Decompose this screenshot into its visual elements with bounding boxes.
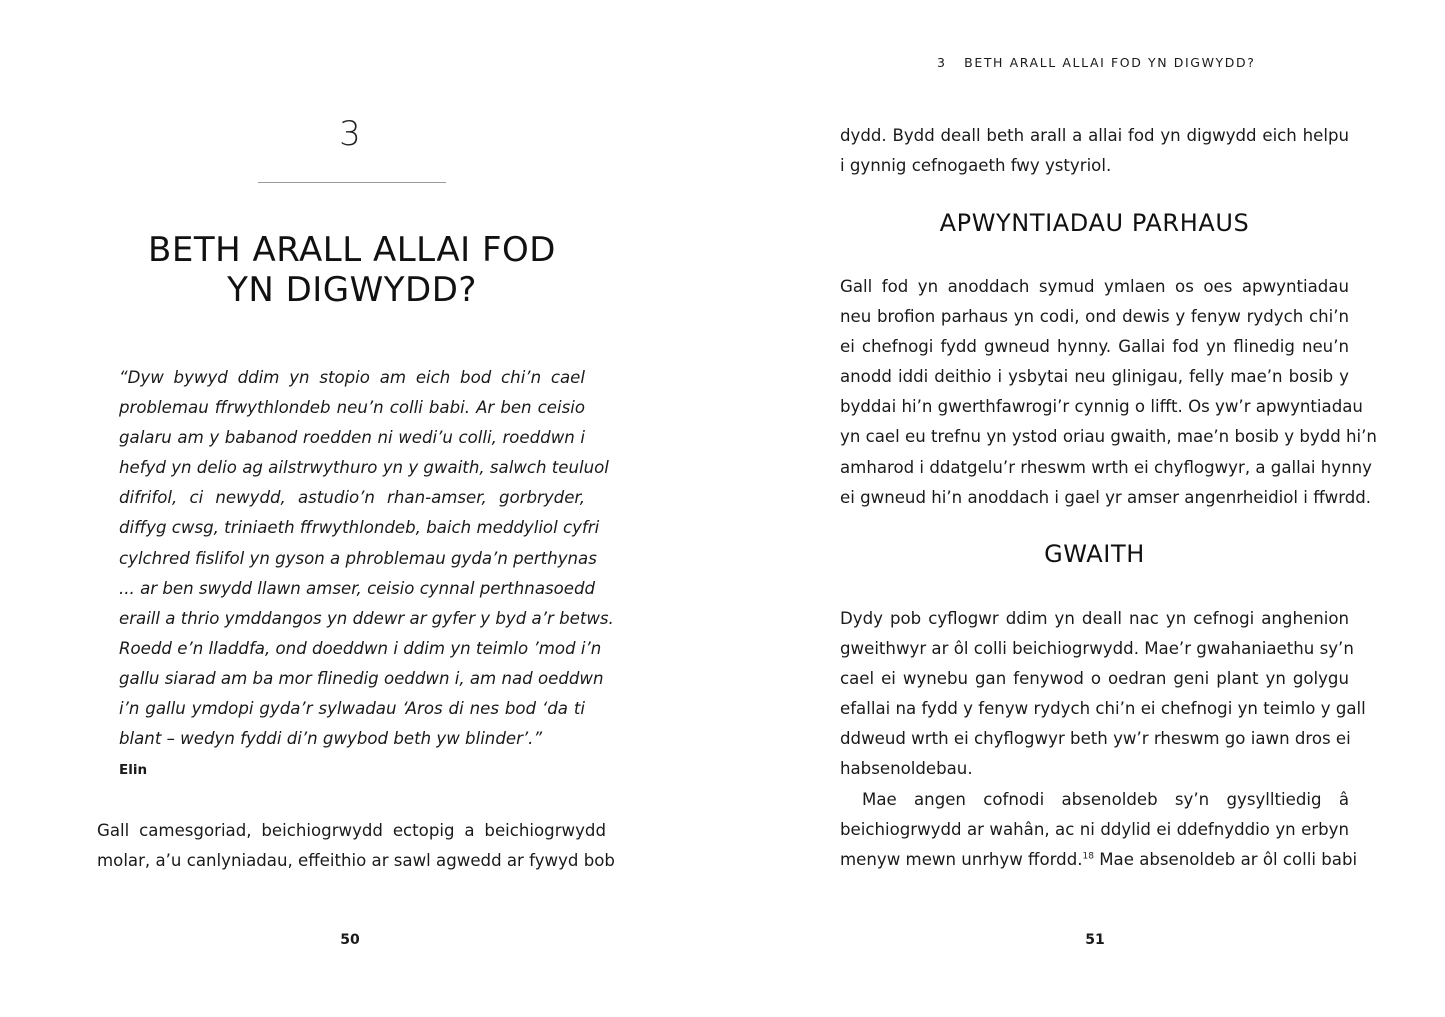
section-heading: GWAITH: [1044, 540, 1145, 568]
quote-line: difrifol, ci newydd, astudio’n rhan-amser, gorbryder,: [119, 488, 585, 508]
quote-line: problemau ffrwythlondeb neu’n colli babi. Ar ben ceisio: [119, 398, 585, 418]
quote-line: Roedd e’n lladdfa, ond doeddwn i ddim yn teimlo ’mod i’n: [119, 638, 602, 658]
body-line: cael ei wynebu gan fenywod o oedran geni plant yn golygu: [840, 669, 1349, 689]
quote-line: gallu siarad am ba mor flinedig oeddwn i, am nad oeddwn: [119, 668, 604, 688]
chapter-title: [0, 230, 704, 310]
chapter-number: 3: [339, 114, 361, 154]
quote-line: hefyd yn delio ag ailstrwythuro yn y gwaith, salwch teuluol: [119, 458, 609, 478]
body-line: Gall fod yn anoddach symud ymlaen os oes apwyntiadau: [840, 277, 1349, 296]
body-line: Gall camesgoriad, beichiogrwydd ectopig a beichiogrwydd: [97, 821, 606, 840]
body-line: beichiogrwydd ar wahân, ac ni ddylid ei ddefnyddio yn erbyn: [840, 819, 1349, 839]
quote-attribution: Elin: [119, 762, 148, 778]
running-head: [937, 55, 1255, 70]
page-number: 50: [340, 932, 360, 948]
quote-line: ... ar ben swydd llawn amser, ceisio cynnal perthnasoedd: [119, 578, 596, 598]
epigraph-quote: [119, 363, 614, 754]
quote-line: diffyg cwsg, triniaeth ffrwythlondeb, baich meddyliol cyfri: [119, 518, 600, 538]
quote-line: i’n gallu ymdopi gyda’r sylwadau ‘Aros di nes bod ‘da ti: [119, 699, 585, 719]
body-line: ei chefnogi fydd gwneud hynny. Gallai fod yn flinedig neu’n: [840, 337, 1349, 357]
body-line: yn cael eu trefnu yn ystod oriau gwaith, mae’n bosib y bydd hi’n: [840, 427, 1377, 447]
body-line: amharod i ddatgelu’r rheswm wrth ei chyflogwyr, a gallai hynny: [840, 457, 1372, 477]
body-line: byddai hi’n gwerthfawrogi’r cynnig o lifft. Os yw’r apwyntiadau: [840, 397, 1363, 417]
running-head-title: BETH ARALL ALLAI FOD YN DIGWYDD?: [964, 55, 1256, 70]
footnote-reference[interactable]: 18: [1082, 851, 1094, 862]
body-text: [97, 816, 615, 876]
quote-line: eraill a thrio ymddangos yn ddewr ar gyfer y byd a’r betws.: [119, 608, 614, 628]
quote-line: “Dyw bywyd ddim yn stopio am eich bod chi’n cael: [119, 368, 585, 387]
chapter-title-line: BETH ARALL ALLAI FOD: [148, 230, 556, 270]
quote-line: cylchred fislifol yn gyson a phroblemau gyda’n perthynas: [119, 548, 597, 568]
body-line: Mae angen cofnodi absenoldeb sy’n gysylltiedig â: [862, 789, 1349, 809]
continued-paragraph: [840, 121, 1349, 181]
body-line: Dydy pob cyflogwr ddim yn deall nac yn cefnogi anghenion: [840, 609, 1349, 628]
body-line: ddweud wrth ei chyflogwyr beth yw’r rheswm go iawn dros ei: [840, 729, 1351, 749]
body-line: [840, 845, 1358, 875]
running-head-number: 3: [937, 55, 947, 70]
quote-line: galaru am y babanod roedden ni wedi’u colli, roeddwn i: [119, 428, 585, 448]
body-line: i gynnig cefnogaeth fwy ystyriol.: [840, 156, 1112, 176]
body-line: dydd. Bydd deall beth arall a allai fod yn digwydd eich helpu: [840, 126, 1349, 145]
body-line: habsenoldebau.: [840, 759, 973, 779]
body-line: molar, a’u canlyniadau, effeithio ar sawl agwedd ar fywyd bob: [97, 851, 615, 871]
body-line: anodd iddi deithio i ysbytai neu glinigau, felly mae’n bosib y: [840, 367, 1349, 387]
page-number: 51: [1085, 932, 1105, 948]
section-paragraph: [840, 272, 1377, 513]
left-page: [0, 0, 722, 1017]
body-line: gweithwyr ar ôl colli beichiogrwydd. Mae’r gwahaniaethu sy’n: [840, 639, 1354, 659]
right-page: [722, 0, 1445, 1017]
chapter-divider: [258, 182, 446, 183]
body-line: efallai na fydd y fenyw rydych chi’n ei chefnogi yn teimlo y gall: [840, 699, 1366, 719]
body-line: ei gwneud hi’n anoddach i gael yr amser angenrheidiol i ffwrdd.: [840, 487, 1372, 507]
section-heading: APWYNTIADAU PARHAUS: [939, 209, 1250, 237]
body-text-fragment: Mae absenoldeb ar ôl colli babi: [1093, 849, 1358, 869]
section-paragraph: [840, 604, 1366, 875]
quote-line: blant – wedyn fyddi di’n gwybod beth yw blinder’.”: [119, 729, 543, 749]
chapter-title-line: YN DIGWYDD?: [227, 270, 477, 310]
body-text-fragment: menyw mewn unrhyw ffordd.: [840, 849, 1083, 869]
body-line: neu brofion parhaus yn codi, ond dewis y fenyw rydych chi’n: [840, 307, 1349, 327]
